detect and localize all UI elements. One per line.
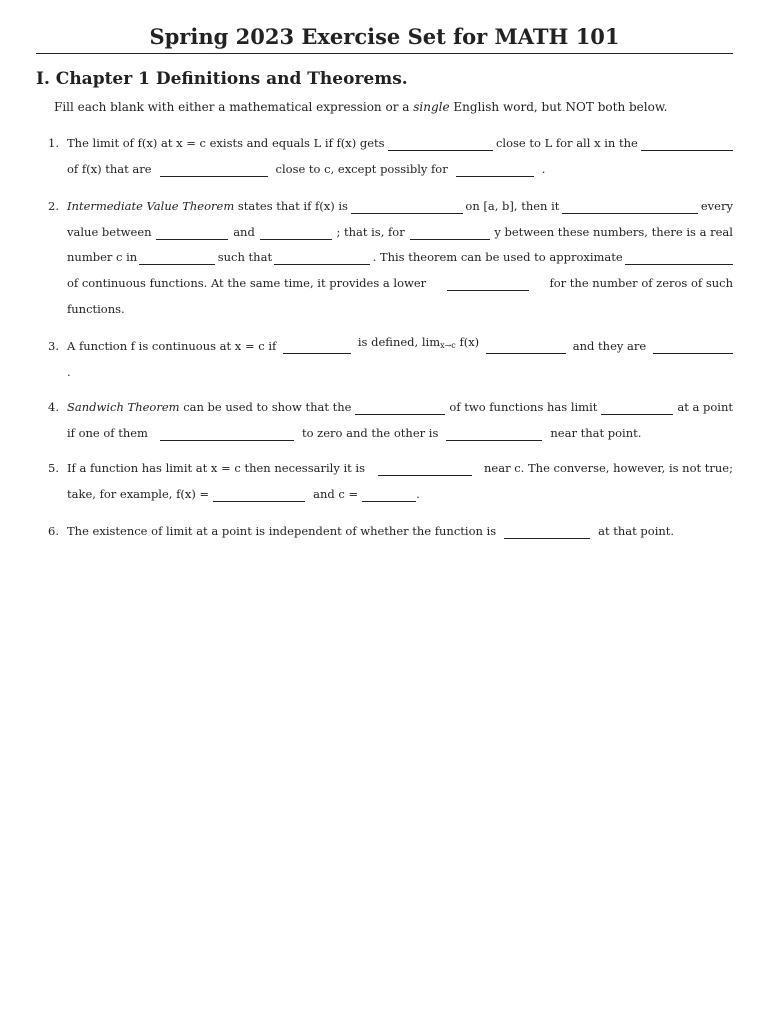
q2-blank-4[interactable] — [260, 225, 332, 240]
q2-text-i: such that — [217, 250, 273, 264]
question-3-line-1 — [67, 334, 733, 354]
q6-text-a: The existence of limit at a point is independent of whether the function is — [67, 524, 497, 538]
q2-blank-6[interactable] — [139, 250, 215, 265]
instructions — [54, 98, 668, 116]
section-heading: I. Chapter 1 Definitions and Theorems. — [36, 69, 408, 89]
title-divider — [36, 53, 733, 54]
q2-blank-5[interactable] — [410, 225, 490, 240]
q5-text-b: near c. The converse, however, is not true; — [484, 461, 733, 475]
q2-text-l: for the number of zeros of such — [549, 276, 733, 290]
q1-blank-3[interactable] — [160, 162, 268, 177]
q4-text-b: of two functions has limit — [449, 400, 598, 414]
q2-text-m: functions. — [67, 302, 125, 316]
page-title: Spring 2023 Exercise Set for MATH 101 — [149, 24, 620, 49]
q5-blank-3[interactable] — [362, 487, 416, 502]
q6-text-b: at that point. — [598, 524, 675, 538]
q2-text-g: y between these numbers, there is a real — [494, 225, 733, 239]
question-1-line-2 — [67, 157, 733, 177]
q1-blank-4[interactable] — [456, 162, 534, 177]
q2-blank-2[interactable] — [562, 199, 698, 214]
q3-text-e: . — [67, 365, 71, 379]
q3-blank-3[interactable] — [653, 339, 733, 354]
q1-blank-2[interactable] — [641, 136, 733, 151]
question-2-number: 2. — [48, 199, 59, 213]
question-2-line-1 — [67, 194, 733, 214]
q1-text-d: close to c, except possibly for — [275, 162, 448, 176]
q4-blank-1[interactable] — [355, 400, 445, 415]
q3-blank-1[interactable] — [283, 339, 351, 354]
q4-text-f: near that point. — [550, 426, 642, 440]
q2-text-f: ; that is, for — [336, 225, 405, 239]
q2-text-j: . This theorem can be used to approximate — [372, 250, 623, 264]
q2-text-h: number c in — [67, 250, 138, 264]
q3-text-c: f(x) — [459, 335, 480, 349]
question-5-line-2 — [67, 482, 733, 502]
question-5-number: 5. — [48, 461, 59, 475]
q3-text-b: is defined, lim — [357, 335, 441, 349]
q2-text-b: on [a, b], then it — [465, 199, 560, 213]
q1-text-c: of f(x) that are — [67, 162, 152, 176]
q3-limit-subscript: x→c — [440, 341, 456, 350]
question-6-line-1 — [67, 519, 733, 539]
q4-text-c: at a point — [677, 400, 733, 414]
q4-theorem: Sandwich Theorem — [67, 400, 180, 414]
question-2-line-3 — [67, 245, 733, 265]
q1-text-b: close to L for all x in the — [495, 136, 638, 150]
q2-theorem: Intermediate Value Theorem — [67, 199, 235, 213]
q4-blank-4[interactable] — [446, 426, 542, 441]
q2-text-k: of continuous functions. At the same time, it provides a lower — [67, 276, 427, 290]
q3-blank-2[interactable] — [486, 339, 566, 354]
q5-text-c: take, for example, f(x) = — [67, 487, 210, 501]
instructions-text-1: Fill each blank with either a mathematical expression or a — [54, 100, 410, 114]
q4-text-d: if one of them — [67, 426, 148, 440]
q4-blank-3[interactable] — [160, 426, 294, 441]
question-4-line-1 — [67, 395, 733, 415]
q2-text-c: every — [700, 199, 733, 213]
q4-text-e: to zero and the other is — [301, 426, 439, 440]
q1-blank-1[interactable] — [388, 136, 493, 151]
question-4-number: 4. — [48, 400, 59, 414]
question-1-line-1 — [67, 131, 733, 151]
q4-text-a: can be used to show that the — [183, 400, 352, 414]
q4-blank-2[interactable] — [601, 400, 673, 415]
question-3-number: 3. — [48, 339, 59, 353]
question-3-line-2 — [67, 360, 733, 380]
question-2-line-2 — [67, 220, 733, 240]
q2-blank-9[interactable] — [447, 276, 529, 291]
question-6-number: 6. — [48, 524, 59, 538]
q2-text-a: states that if f(x) is — [237, 199, 348, 213]
q5-text-e: . — [416, 487, 420, 501]
q1-text-e: . — [541, 162, 546, 176]
question-2-line-4 — [67, 271, 733, 291]
question-4-line-2 — [67, 421, 733, 441]
question-1-number: 1. — [48, 136, 59, 150]
instructions-text-2: English word, but NOT both below. — [453, 100, 668, 114]
q3-text-d: and they are — [572, 339, 647, 353]
q2-blank-1[interactable] — [351, 199, 463, 214]
q2-text-d: value between — [67, 225, 152, 239]
q5-blank-1[interactable] — [378, 461, 472, 476]
q2-blank-8[interactable] — [625, 250, 733, 265]
q2-blank-7[interactable] — [274, 250, 370, 265]
q4-theorem-name — [67, 399, 351, 415]
q5-text-a: If a function has limit at x = c then necessarily it is — [67, 461, 366, 475]
instructions-emphasis: single — [413, 100, 450, 114]
q6-blank-1[interactable] — [504, 524, 590, 539]
q5-text-d: and c = — [313, 487, 359, 501]
q3-limit-expression — [358, 334, 479, 354]
q2-blank-3[interactable] — [156, 225, 228, 240]
q5-blank-2[interactable] — [213, 487, 305, 502]
question-5-line-1 — [67, 456, 733, 476]
q2-theorem-name — [67, 198, 348, 214]
q1-text-a: The limit of f(x) at x = c exists and equals L if f(x) gets — [67, 136, 385, 150]
q2-text-e: and — [233, 225, 255, 239]
q3-text-a: A function f is continuous at x = c if — [67, 339, 277, 353]
question-2-line-5 — [67, 297, 733, 317]
